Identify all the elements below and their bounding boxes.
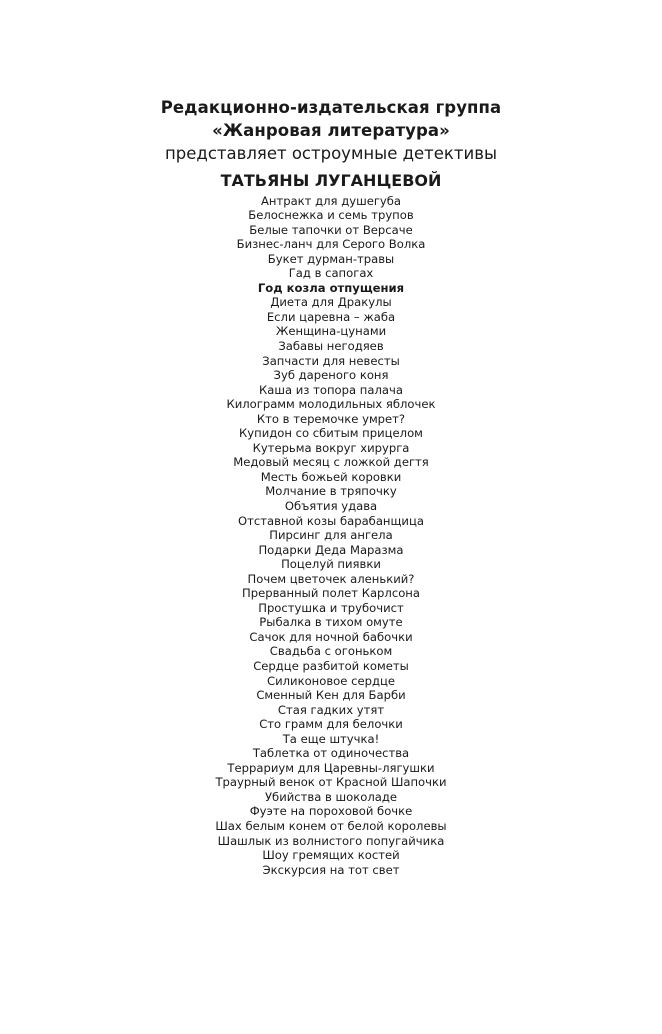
book-title: Белоснежка и семь трупов: [248, 208, 414, 223]
book-title: Женщина-цунами: [275, 324, 387, 339]
book-title: Запчасти для невесты: [262, 353, 400, 368]
book-title: Медовый месяц с ложкой дегтя: [233, 455, 429, 470]
book-title: Сто грамм для белочки: [259, 717, 403, 732]
book-title: Диета для Дракулы: [270, 295, 392, 310]
book-title: Букет дурман-травы: [267, 251, 395, 266]
book-title: Сердце разбитой кометы: [253, 659, 409, 673]
book-title: Месть божьей коровки: [260, 469, 402, 484]
book-title: Антракт для душегуба: [260, 193, 402, 208]
author-name: ТАТЬЯНЫ ЛУГАНЦЕВОЙ: [220, 171, 442, 190]
presents-line: представляет остроумные детективы: [165, 144, 497, 163]
book-title: Таблетка от одиночества: [252, 746, 410, 761]
book-title: Пирсинг для ангела: [269, 528, 393, 543]
book-title: Гад в сапогах: [288, 266, 374, 281]
publisher-header: [0, 96, 662, 165]
book-title: Шашлык из волнистого попугайчика: [217, 833, 445, 848]
book-title: Та еще штучка!: [282, 731, 380, 746]
book-title: Бизнес-ланч для Серого Волка: [236, 237, 426, 252]
book-title: Зуб дареного коня: [273, 368, 389, 383]
book-title: Экскурсия на тот свет: [262, 862, 400, 877]
book-title: Поцелуй пиявки: [281, 557, 381, 572]
book-title: Кутерьма вокруг хирурга: [252, 440, 410, 455]
book-title: Фуэте на пороховой бочке: [249, 804, 413, 819]
publisher-name-line-1: Редакционно-издательская группа: [160, 98, 502, 117]
book-title: Отставной козы барабанщица: [238, 513, 424, 528]
book-title: Белые тапочки от Версаче: [249, 222, 413, 237]
book-title: Траурный венок от Красной Шапочки: [215, 775, 447, 790]
book-title: Килограмм молодильных яблочек: [226, 397, 436, 412]
book-title: Свадьба с огоньком: [269, 644, 393, 659]
book-title: Подарки Деда Маразма: [258, 542, 404, 557]
book-title: Шах белым конем от белой королевы: [215, 819, 447, 834]
book-title: Прерванный полет Карлсона: [242, 586, 420, 601]
book-title: Стая гадких утят: [277, 702, 385, 717]
book-title: Шоу гремящих костей: [262, 848, 400, 863]
book-title: Сменный Кен для Барби: [256, 688, 406, 703]
publisher-name-line-2: «Жанровая литература»: [212, 121, 450, 140]
book-title: Молчание в тряпочку: [265, 484, 397, 499]
book-title: Если царевна – жаба: [266, 309, 396, 324]
book-list: [0, 194, 662, 878]
book-title: Почем цветочек аленький?: [247, 571, 415, 586]
book-title: Рыбалка в тихом омуте: [259, 615, 403, 630]
book-title: Купидон со сбитым прицелом: [239, 426, 423, 441]
book-title: Кто в теремочке умрет?: [256, 411, 406, 426]
book-title: Сачок для ночной бабочки: [249, 629, 413, 644]
book-title: Простушка и трубочист: [258, 600, 404, 615]
book-title: Силиконовое сердце: [267, 673, 395, 688]
book-title: Объятия удава: [284, 498, 378, 513]
book-title: Год козла отпущения: [257, 280, 405, 295]
book-title: Каша из топора палача: [259, 382, 403, 397]
book-title: Убийства в шоколаде: [264, 789, 397, 804]
book-title: Забавы негодяев: [278, 338, 384, 353]
book-title: Террариум для Царевны-лягушки: [227, 760, 435, 775]
